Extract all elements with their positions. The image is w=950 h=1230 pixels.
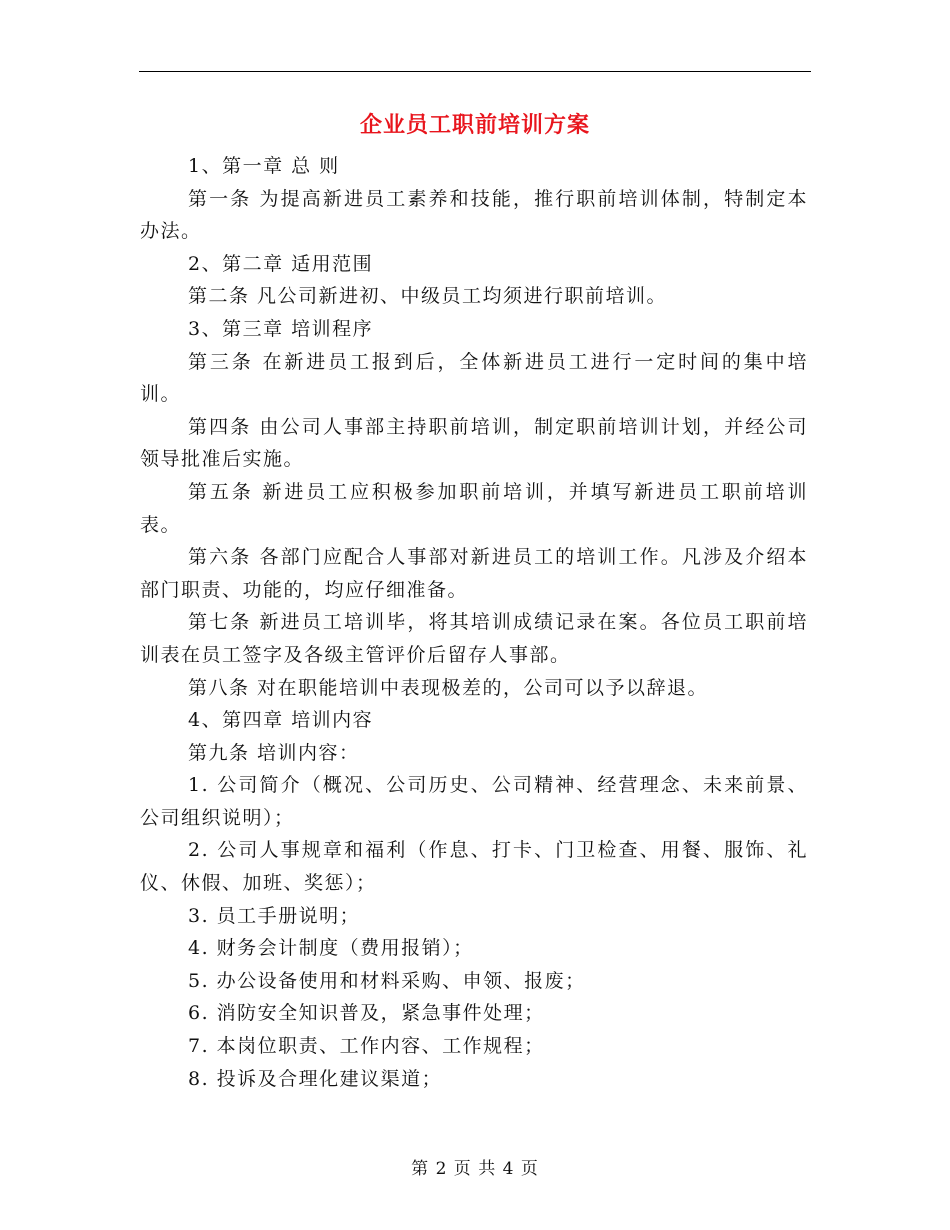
page-number-footer: 第 2 页 共 4 页 bbox=[411, 1159, 539, 1179]
document-body bbox=[140, 150, 808, 1095]
list-item: 2. 公司人事规章和福利（作息、打卡、门卫检查、用餐、服饰、礼仪、休假、加班、奖惩）； bbox=[140, 839, 808, 895]
article-paragraph: 第六条 各部门应配合人事部对新进员工的培训工作。凡涉及介绍本部门职责、功能的，均应仔细准备。 bbox=[140, 546, 808, 601]
list-item: 8. 投诉及合理化建议渠道； bbox=[188, 1067, 443, 1090]
chapter-heading: 2、第二章 适用范围 bbox=[188, 252, 374, 275]
list-item: 6. 消防安全知识普及，紧急事件处理； bbox=[188, 1002, 545, 1025]
chapter-heading: 4、第四章 培训内容 bbox=[188, 709, 374, 732]
chapter-heading: 1、第一章 总 则 bbox=[188, 155, 340, 177]
list-item: 1. 公司简介（概况、公司历史、公司精神、经营理念、未来前景、公司组织说明）； bbox=[140, 774, 808, 829]
header-rule bbox=[139, 71, 811, 72]
article-paragraph: 第一条 为提高新进员工素养和技能，推行职前培训体制，特制定本办法。 bbox=[140, 187, 808, 243]
article-paragraph: 第二条 凡公司新进初、中级员工均须进行职前培训。 bbox=[188, 285, 668, 308]
list-item: 4. 财务会计制度（费用报销）； bbox=[188, 937, 474, 960]
article-paragraph: 第八条 对在职能培训中表现极差的，公司可以予以辞退。 bbox=[188, 676, 709, 699]
article-paragraph: 第三条 在新进员工报到后，全体新进员工进行一定时间的集中培训。 bbox=[140, 350, 808, 406]
list-item: 5. 办公设备使用和材料采购、申领、报废； bbox=[188, 969, 586, 992]
article-paragraph: 第四条 由公司人事部主持职前培训，制定职前培训计划，并经公司领导批准后实施。 bbox=[140, 415, 808, 471]
document-title: 企业员工职前培训方案 bbox=[359, 112, 590, 138]
list-item: 7. 本岗位职责、工作内容、工作规程； bbox=[188, 1035, 545, 1058]
article-paragraph: 第九条 培训内容： bbox=[188, 741, 360, 764]
list-item: 3. 员工手册说明； bbox=[188, 904, 361, 927]
chapter-heading: 3、第三章 培训程序 bbox=[188, 317, 374, 340]
article-paragraph: 第五条 新进员工应积极参加职前培训，并填写新进员工职前培训表。 bbox=[140, 480, 808, 536]
article-paragraph: 第七条 新进员工培训毕，将其培训成绩记录在案。各位员工职前培训表在员工签字及各级主管评价后留存人事部。 bbox=[140, 611, 808, 666]
